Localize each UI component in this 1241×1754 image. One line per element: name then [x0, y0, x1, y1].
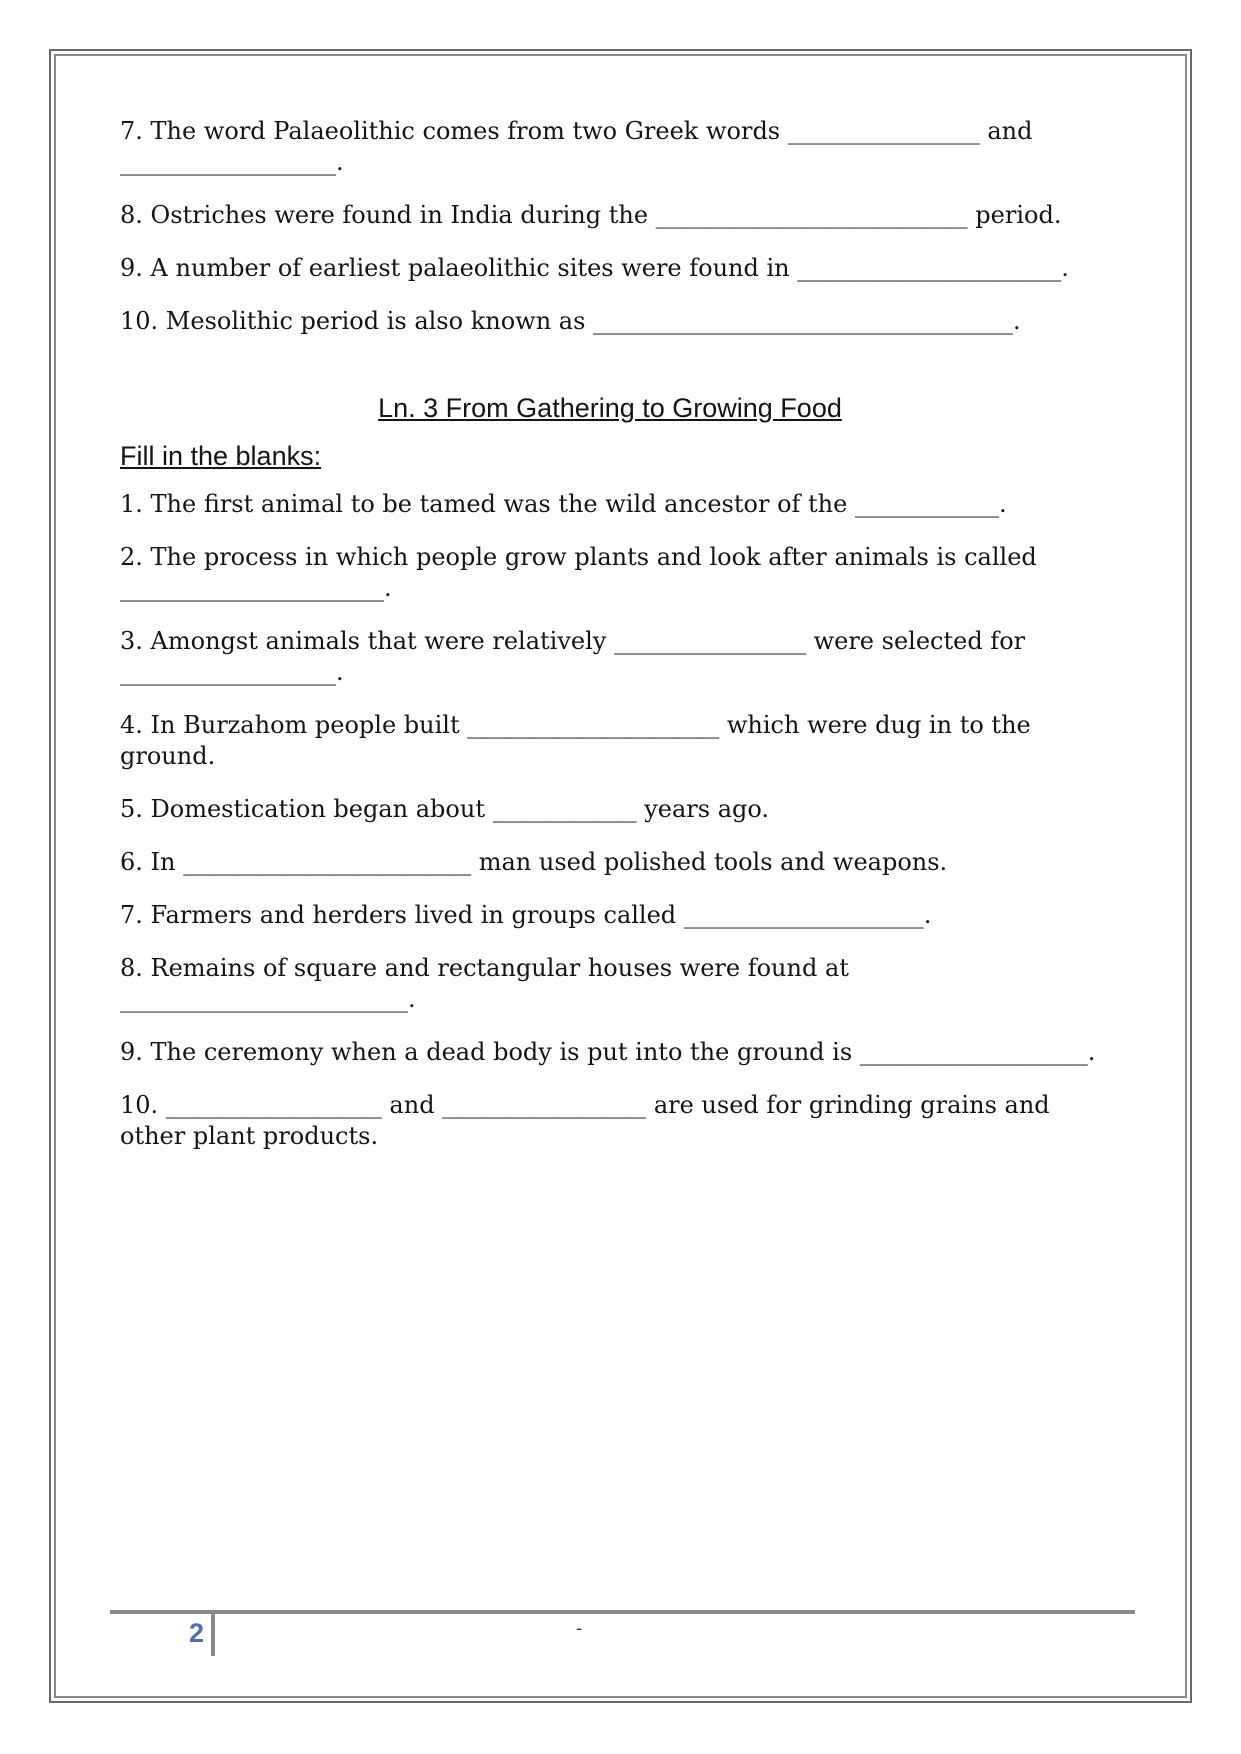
- spacer: [120, 359, 1100, 391]
- worksheet-content: [120, 116, 1100, 1174]
- question-1: 1. The first animal to be tamed was the wild ancestor of the ____________.: [120, 490, 1007, 518]
- page-number: 2: [188, 1618, 204, 1648]
- question-9: 9. The ceremony when a dead body is put into the ground is ___________________.: [120, 1038, 1096, 1066]
- lesson-title: Ln. 3 From Gathering to Growing Food: [378, 393, 842, 423]
- fill-in-blanks-heading: Fill in the blanks:: [120, 441, 322, 471]
- footer-divider: [211, 1614, 215, 1656]
- question-a8: 8. Ostriches were found in India during the __________________________ period.: [120, 201, 1062, 229]
- question-5: 5. Domestication began about ____________ years ago.: [120, 795, 770, 823]
- question-7: 7. Farmers and herders lived in groups called ____________________.: [120, 901, 932, 929]
- question-3: 3. Amongst animals that were relatively ________________ were selected for __________________.: [120, 627, 1026, 686]
- question-6: 6. In ________________________ man used polished tools and weapons.: [120, 848, 948, 876]
- question-4: 4. In Burzahom people built _____________________ which were dug in to the ground.: [120, 711, 1031, 770]
- question-a10: 10. Mesolithic period is also known as ___________________________________.: [120, 307, 1021, 335]
- footer-rule: [110, 1610, 1135, 1614]
- question-2: 2. The process in which people grow plants and look after animals is called ______________________.: [120, 543, 1037, 602]
- question-8: 8. Remains of square and rectangular houses were found at ________________________.: [120, 954, 849, 1013]
- question-10: 10. __________________ and _________________ are used for grinding grains and other plant products.: [120, 1091, 1050, 1150]
- footer-center-mark: -: [576, 1618, 583, 1639]
- question-a9: 9. A number of earliest palaeolithic sites were found in ______________________.: [120, 254, 1069, 282]
- question-a7: 7. The word Palaeolithic comes from two Greek words ________________ and __________________.: [120, 117, 1033, 176]
